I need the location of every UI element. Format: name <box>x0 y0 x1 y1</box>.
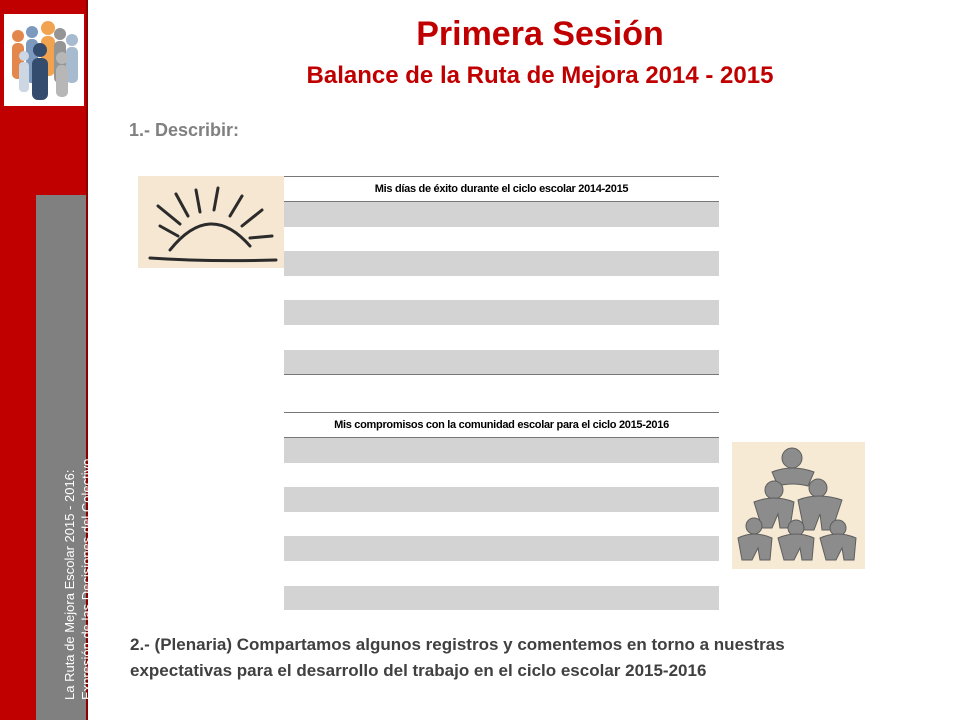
table-commitments-header: Mis compromisos con la comunidad escolar para el ciclo 2015-2016 <box>284 412 719 438</box>
side-caption-line2: Expresión de las Decisiones del Colectivo <box>79 458 94 700</box>
teamwork-figures-icon <box>732 442 865 569</box>
table-row[interactable] <box>284 487 719 512</box>
sun-illustration <box>138 176 284 268</box>
people-group-icon <box>4 14 84 106</box>
table-commitments <box>284 412 719 610</box>
table-row[interactable] <box>284 276 719 301</box>
table-row[interactable] <box>284 300 719 325</box>
table-row[interactable] <box>284 463 719 488</box>
table-row[interactable] <box>284 350 719 376</box>
table-row[interactable] <box>284 227 719 252</box>
section2-text: 2.- (Plenaria) Compartamos algunos registros y comentemos en torno a nuestras expectativas para el desarrollo del trabajo en el ciclo escolar 2015-2016 <box>130 635 785 680</box>
table-row[interactable] <box>284 512 719 537</box>
table-row[interactable] <box>284 586 719 611</box>
table-success <box>284 176 719 375</box>
page-subtitle: Balance de la Ruta de Mejora 2014 - 2015 <box>306 62 774 89</box>
table-row[interactable] <box>284 438 719 463</box>
table-row[interactable] <box>284 251 719 276</box>
table-row[interactable] <box>284 536 719 561</box>
table-success-header: Mis días de éxito durante el ciclo escolar 2014-2015 <box>284 176 719 202</box>
table-row[interactable] <box>284 202 719 227</box>
logo <box>4 14 84 106</box>
teamwork-illustration <box>732 442 865 569</box>
side-caption <box>61 200 95 700</box>
side-caption-line1: La Ruta de Mejora Escolar 2015 - 2016: <box>62 469 77 700</box>
page-title: Primera Sesión <box>416 15 664 53</box>
sun-icon <box>138 176 284 268</box>
table-row[interactable] <box>284 561 719 586</box>
table-row[interactable] <box>284 325 719 350</box>
section1-label: 1.- Describir: <box>129 120 240 140</box>
